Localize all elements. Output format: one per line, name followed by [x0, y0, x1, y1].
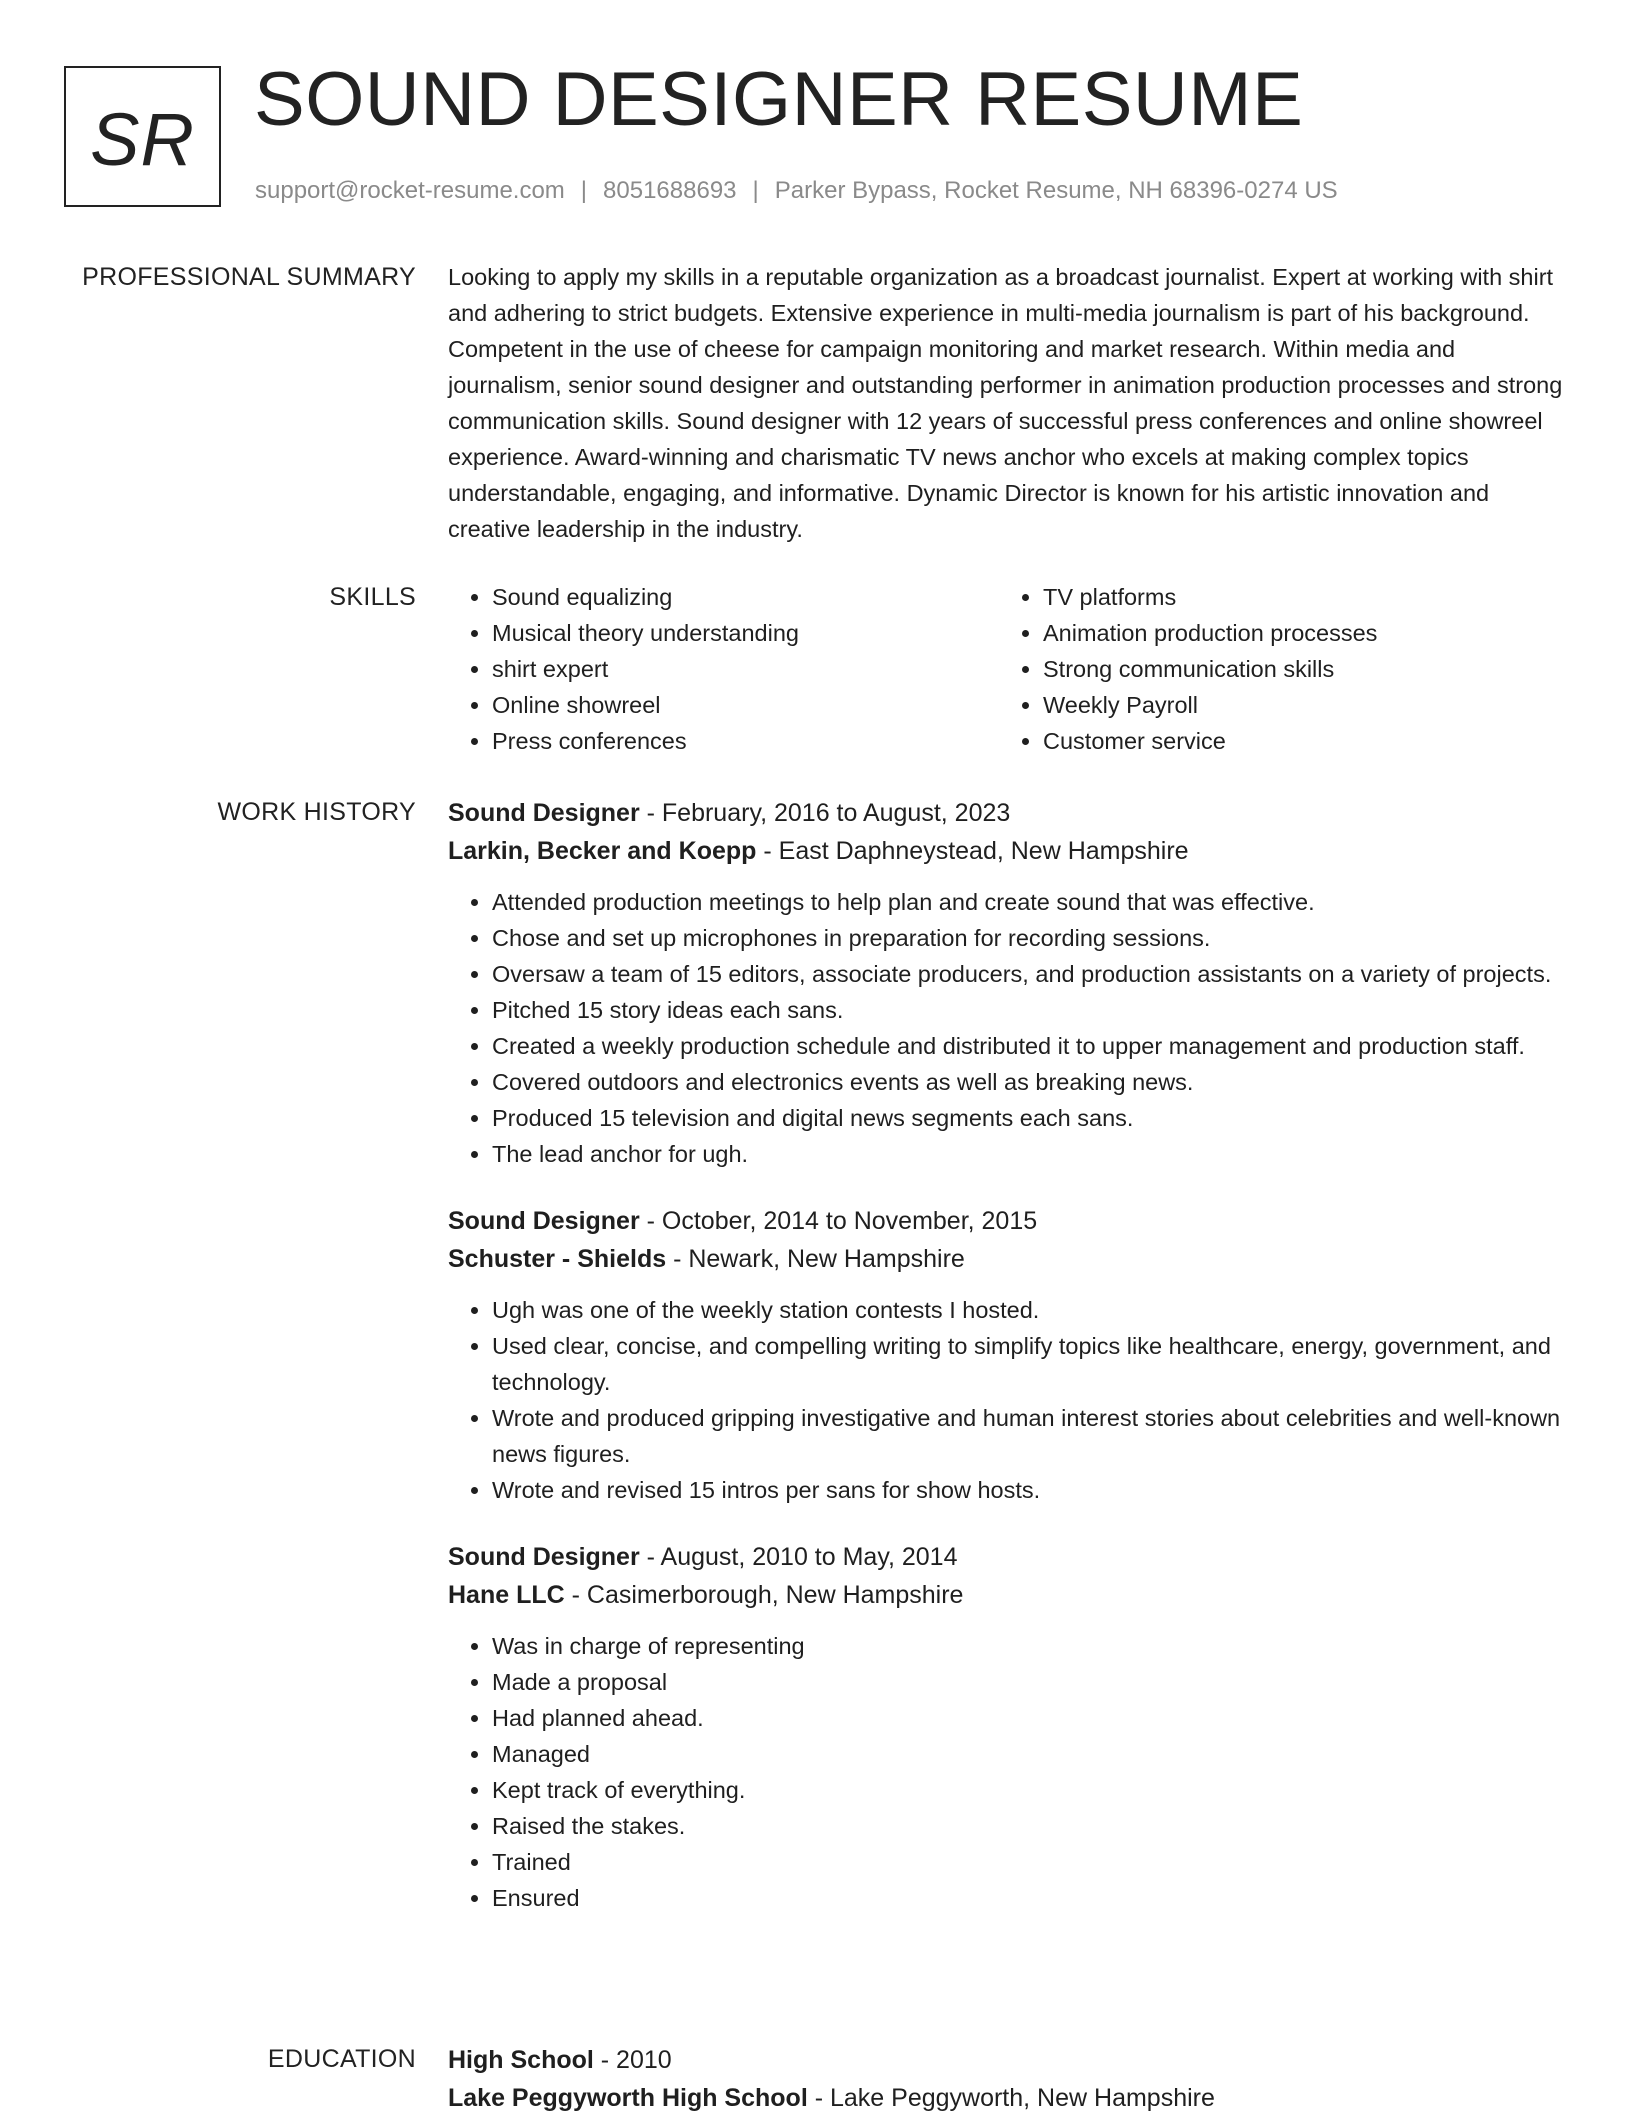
job-bullet: • Produced 15 television and digital news segments each sans. [492, 1100, 1568, 1136]
section-body [448, 259, 1568, 547]
job-company: Hane LLC [448, 1581, 565, 1609]
skills-columns [448, 579, 1568, 759]
job-bullets [448, 1292, 1568, 1508]
job-dates: - August, 2010 to May, 2014 [639, 1543, 958, 1571]
job-entry [448, 1202, 1568, 1508]
education-degree-line [448, 2041, 1568, 2079]
section-label: WORK HISTORY [217, 798, 416, 826]
resume-title: SOUND DESIGNER RESUME [254, 57, 1304, 142]
job-location: - East Daphneystead, New Hampshire [756, 837, 1189, 865]
skills-list-right [999, 579, 1550, 759]
contact-line [255, 176, 1338, 206]
job-bullets [448, 1628, 1568, 1916]
job-title: Sound Designer [448, 1543, 640, 1571]
education-school: Lake Peggyworth High School [448, 2084, 808, 2112]
education-degree: High School [448, 2046, 594, 2074]
skill-item: • Online showreel [492, 687, 999, 723]
job-bullet: • Kept track of everything. [492, 1772, 1568, 1808]
skills-list-left [448, 579, 999, 759]
section-label: PROFESSIONAL SUMMARY [82, 263, 416, 291]
education-year: - 2010 [593, 2046, 672, 2074]
job-bullet: • Made a proposal [492, 1664, 1568, 1700]
summary-text: Looking to apply my skills in a reputable organization as a broadcast journalist. Expert at working with shirt and adhering to strict budgets. Extensive experience in multi-media journalism is part of his background. Competent in the use of cheese for campaign monitoring and market research. Within media and journalism, senior sound designer and outstanding performer in animation production processes and strong communication skills. Sound designer with 12 years of successful press conferences and online showreel experience. Award-winning and charismatic TV news anchor who excels at making complex topics understandable, engaging, and informative. Dynamic Director is known for his artistic innovation and creative leadership in the industry. [448, 264, 1563, 542]
job-entry [448, 794, 1568, 1172]
job-entry [448, 1538, 1568, 1916]
monogram-logo: SR [64, 66, 221, 207]
job-bullet: • Had planned ahead. [492, 1700, 1568, 1736]
skill-item: • shirt expert [492, 651, 999, 687]
job-bullet: • Raised the stakes. [492, 1808, 1568, 1844]
skill-item: • Weekly Payroll [1043, 687, 1550, 723]
section-body [448, 2041, 1568, 2117]
job-title: Sound Designer [448, 1207, 640, 1235]
contact-phone[interactable]: 8051688693 [603, 177, 737, 204]
job-bullet: • Managed [492, 1736, 1568, 1772]
job-dates: - October, 2014 to November, 2015 [639, 1207, 1038, 1235]
job-company-line [448, 1576, 1568, 1614]
section-label: SKILLS [329, 583, 416, 611]
job-bullet: • Pitched 15 story ideas each sans. [492, 992, 1568, 1028]
job-bullets [448, 884, 1568, 1172]
job-title: Sound Designer [448, 799, 640, 827]
job-bullet: • Wrote and produced gripping investigative and human interest stories about celebrities and well-known news figures. [492, 1400, 1568, 1472]
job-company-line [448, 832, 1568, 870]
job-bullet: • Ensured [492, 1880, 1568, 1916]
job-bullet: • Used clear, concise, and compelling writing to simplify topics like healthcare, energy, government, and technology. [492, 1328, 1568, 1400]
job-bullet: • Created a weekly production schedule and distributed it to upper management and production staff. [492, 1028, 1568, 1064]
job-title-line [448, 1202, 1568, 1240]
contact-separator: | [752, 177, 759, 204]
contact-separator: | [580, 177, 588, 204]
job-bullet: • Oversaw a team of 15 editors, associate producers, and production assistants on a variety of projects. [492, 956, 1568, 992]
skill-item: • Customer service [1043, 723, 1550, 759]
contact-address: Parker Bypass, Rocket Resume, NH 68396-0274 US [774, 177, 1338, 204]
job-bullet: • The lead anchor for ugh. [492, 1136, 1568, 1172]
job-title-line [448, 1538, 1568, 1576]
job-company: Larkin, Becker and Koepp [448, 837, 757, 865]
job-title-line [448, 794, 1568, 832]
job-bullet: • Was in charge of representing [492, 1628, 1568, 1664]
job-bullet: • Chose and set up microphones in preparation for recording sessions. [492, 920, 1568, 956]
education-location: - Lake Peggyworth, New Hampshire [807, 2084, 1215, 2112]
job-bullet: • Ugh was one of the weekly station contests I hosted. [492, 1292, 1568, 1328]
skill-item: • Animation production processes [1043, 615, 1550, 651]
contact-email[interactable]: support@rocket-resume.com [255, 177, 565, 204]
job-bullet: • Trained [492, 1844, 1568, 1880]
skill-item: • TV platforms [1043, 579, 1550, 615]
job-company-line [448, 1240, 1568, 1278]
section-body [448, 579, 1568, 759]
skill-item: • Musical theory understanding [492, 615, 999, 651]
job-bullet: • Covered outdoors and electronics events as well as breaking news. [492, 1064, 1568, 1100]
section-label: EDUCATION [267, 2045, 416, 2073]
skill-item: • Strong communication skills [1043, 651, 1550, 687]
job-bullet: • Attended production meetings to help plan and create sound that was effective. [492, 884, 1568, 920]
job-location: - Casimerborough, New Hampshire [564, 1581, 964, 1609]
job-location: - Newark, New Hampshire [666, 1245, 965, 1273]
job-dates: - February, 2016 to August, 2023 [639, 799, 1011, 827]
skill-item: • Sound equalizing [492, 579, 999, 615]
section-body [448, 794, 1568, 1946]
education-school-line [448, 2079, 1568, 2117]
skill-item: • Press conferences [492, 723, 999, 759]
job-bullet: • Wrote and revised 15 intros per sans for show hosts. [492, 1472, 1568, 1508]
job-company: Schuster - Shields [448, 1245, 667, 1273]
